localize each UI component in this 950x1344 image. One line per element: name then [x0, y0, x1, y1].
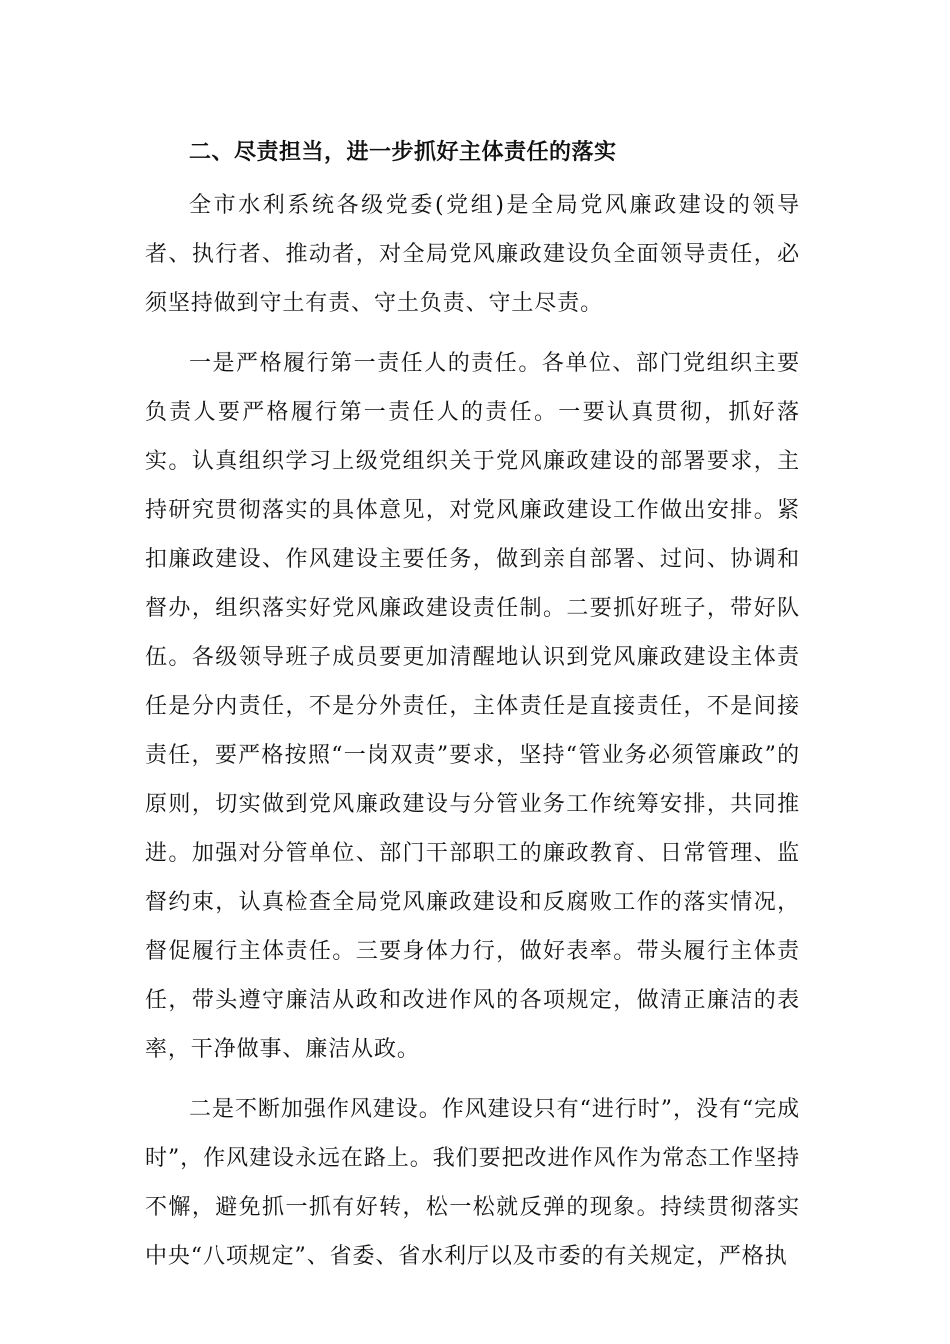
section-heading: 二、尽责担当，进一步抓好主体责任的落实 — [189, 139, 617, 165]
paragraph-2: 一是严格履行第一责任人的责任。各单位、部门党组织主要负责人要严格履行第一责任人的责任。一要认真贯彻，抓好落实。认真组织学习上级党组织关于党风廉政建设的部署要求，主持研究贯彻落实的具体意见，对党风廉政建设工作做出安排。紧扣廉政建设、作风建设主要任务，做到亲自部署、过问、协调和督办，组织落实好党风廉政建设责任制。二要抓好班子，带好队伍。各级领导班子成员要更加清醒地认识到党风廉政建设主体责任是分内责任，不是分外责任，主体责任是直接责任，不是间接责任，要严格按照“一岗双责”要求，坚持“管业务必须管廉政”的原则，切实做到党风廉政建设与分管业务工作统筹安排，共同推进。加强对分管单位、部门干部职工的廉政教育、日常管理、监督约束，认真检查全局党风廉政建设和反腐败工作的落实情况，督促履行主体责任。三要身体力行，做好表率。带头履行主体责任，带头遵守廉洁从政和改进作风的各项规定，做清正廉洁的表率，干净做事、廉洁从政。 — [145, 351, 800, 1062]
paragraph-1: 全市水利系统各级党委(党组)是全局党风廉政建设的领导者、执行者、推动者，对全局党风廉政建设负全面领导责任，必须坚持做到守土有责、守土负责、守土尽责。 — [145, 193, 800, 316]
paragraph-3: 二是不断加强作风建设。作风建设只有“进行时”，没有“完成时”，作风建设永远在路上。我们要把改进作风作为常态工作坚持不懈，避免抓一抓有好转，松一松就反弹的现象。持续贯彻落实中央“八项规定”、省委、省水利厅以及市委的有关规定，严格执 — [145, 1097, 800, 1269]
document-body — [145, 133, 800, 1281]
